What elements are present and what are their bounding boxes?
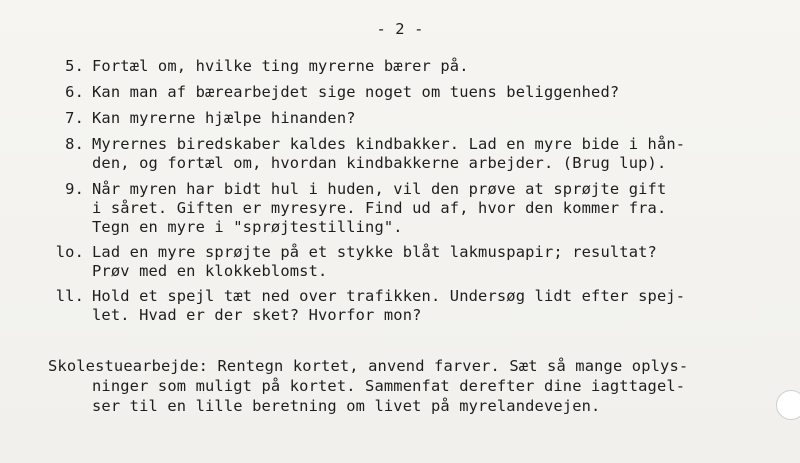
question-text-line-2: let. Hvad er der sket? Hvorfor mon? bbox=[92, 306, 422, 324]
question-number: ll. bbox=[55, 287, 84, 305]
question-number: 9. bbox=[65, 180, 84, 198]
punch-hole bbox=[776, 390, 800, 420]
question-number: 6. bbox=[65, 83, 84, 101]
paragraph-line-3: ser til en lille beretning om livet på myrelandevejen. bbox=[92, 397, 601, 415]
paragraph-line-1: Skolestuearbejde: Rentegn kortet, anvend farver. Sæt så mange oplys- bbox=[48, 357, 689, 375]
page-number: - 2 - bbox=[376, 20, 424, 38]
paragraph-line-2: ninger som muligt på kortet. Sammenfat derefter dine iagttagel- bbox=[92, 377, 686, 395]
question-text-line-1: Når myren har bidt hul i huden, vil den prøve at sprøjte gift bbox=[92, 180, 667, 198]
question-text-line-2: i såret. Giften er myresyre. Find ud af, hvor den kommer fra. bbox=[92, 199, 667, 217]
question-text-line-3: Tegn en myre i "sprøjtestilling". bbox=[92, 218, 403, 236]
question-number: 7. bbox=[65, 109, 84, 127]
question-number: 5. bbox=[65, 57, 84, 75]
question-text-line-1: Hold et spejl tæt ned over trafikken. Undersøg lidt efter spej- bbox=[92, 287, 686, 305]
question-text-line-1: Myrernes biredskaber kaldes kindbakker. Lad en myre bide i hån- bbox=[92, 135, 686, 153]
question-text-line-2: den, og fortæl om, hvordan kindbakkerne arbejder. (Brug lup). bbox=[92, 154, 667, 172]
question-text-line-2: Prøv med en klokkeblomst. bbox=[92, 262, 328, 280]
question-number: lo. bbox=[55, 243, 84, 261]
question-text: Kan man af bærearbejdet sige noget om tuens beliggenhed? bbox=[92, 83, 620, 101]
question-text: Fortæl om, hvilke ting myrerne bærer på. bbox=[92, 57, 469, 75]
question-number: 8. bbox=[65, 135, 84, 153]
question-text-line-1: Lad en myre sprøjte på et stykke blåt lakmuspapir; resultat? bbox=[92, 243, 657, 261]
question-text: Kan myrerne hjælpe hinanden? bbox=[92, 109, 356, 127]
